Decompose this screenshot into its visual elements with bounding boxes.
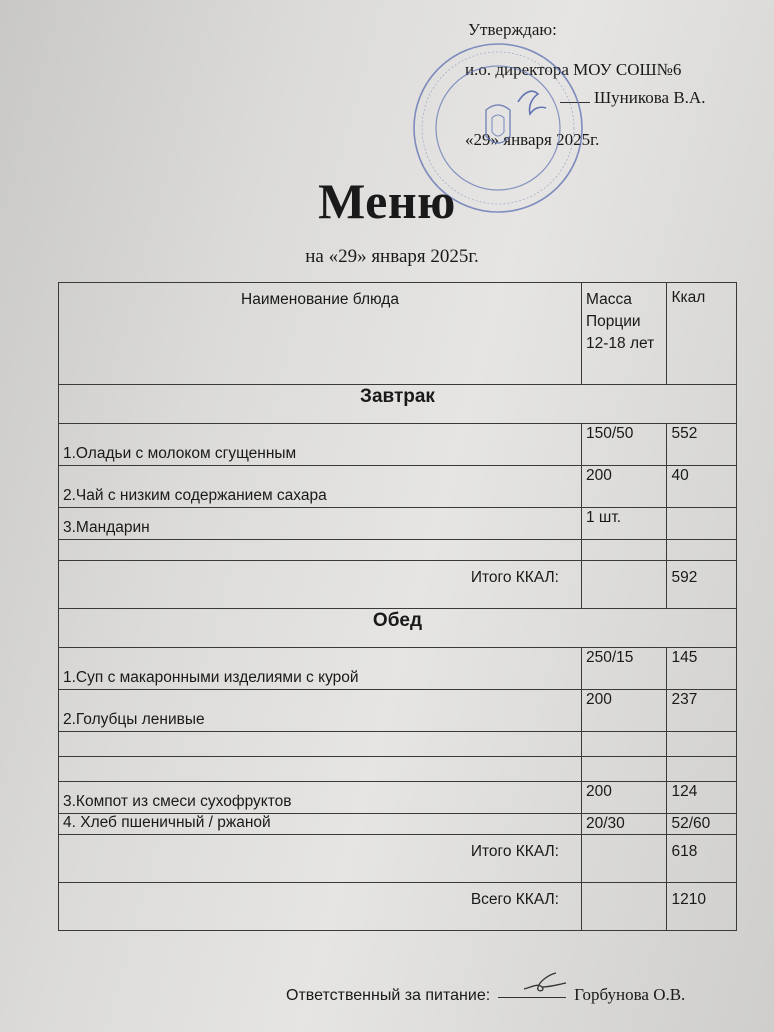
- dish-mass: 1 шт.: [582, 508, 667, 540]
- grand-total-row: [59, 883, 737, 931]
- dish-name: 3.Мандарин: [59, 508, 582, 540]
- table-header-row: [59, 283, 737, 385]
- dish-mass: 150/50: [582, 424, 667, 466]
- section-breakfast: [59, 385, 737, 424]
- approval-date: «29» января 2025г.: [465, 130, 600, 149]
- total-label: Итого ККАЛ:: [59, 561, 582, 609]
- dish-kcal: 124: [667, 782, 737, 814]
- approval-name: Шуникова В.А.: [594, 88, 706, 107]
- total-value: 592: [667, 561, 737, 609]
- dish-kcal: 52/60: [667, 814, 737, 835]
- approval-title: Утверждаю:: [468, 20, 557, 39]
- dish-mass: 200: [582, 782, 667, 814]
- approval-block: [0, 0, 774, 200]
- table-row: [59, 648, 737, 690]
- dish-kcal: 40: [667, 466, 737, 508]
- header-mass: Масса Порции 12-18 лет: [582, 283, 667, 385]
- dish-kcal: 237: [667, 690, 737, 732]
- grand-total-label: Всего ККАЛ:: [59, 883, 582, 931]
- table-row: [59, 508, 737, 540]
- dish-name: 2.Голубцы ленивые: [59, 690, 582, 732]
- dish-mass: 200: [582, 466, 667, 508]
- grand-total-value: 1210: [667, 883, 737, 931]
- dish-name: 3.Компот из смеси сухофруктов: [59, 782, 582, 814]
- signature-line: [498, 997, 566, 998]
- table-row: [59, 466, 737, 508]
- table-row: [59, 814, 737, 835]
- footer-label: Ответственный за питание:: [286, 987, 491, 1004]
- dish-mass: 20/30: [582, 814, 667, 835]
- section-breakfast-label: Завтрак: [59, 385, 737, 424]
- handwritten-signature: [520, 971, 570, 995]
- empty-row: [59, 757, 737, 782]
- table-row: [59, 690, 737, 732]
- table-row: [59, 424, 737, 466]
- dish-mass: 200: [582, 690, 667, 732]
- dish-name: 4. Хлеб пшеничный / ржаной: [59, 814, 582, 835]
- table-row: [59, 782, 737, 814]
- empty-row: [59, 732, 737, 757]
- section-lunch-label: Обед: [59, 609, 737, 648]
- total-value: 618: [667, 835, 737, 883]
- page-title: Меню: [318, 173, 456, 229]
- dish-kcal: 145: [667, 648, 737, 690]
- lunch-total-row: [59, 835, 737, 883]
- menu-table: [58, 282, 737, 931]
- dish-kcal: [667, 508, 737, 540]
- dish-name: 1.Оладьи с молоком сгущенным: [59, 424, 582, 466]
- empty-row: [59, 540, 737, 561]
- dish-name: 1.Суп с макаронными изделиями с курой: [59, 648, 582, 690]
- footer-responsible: [286, 985, 685, 1005]
- dish-kcal: 552: [667, 424, 737, 466]
- section-lunch: [59, 609, 737, 648]
- breakfast-total-row: [59, 561, 737, 609]
- footer-name: Горбунова О.В.: [574, 985, 686, 1004]
- dish-name: 2.Чай с низким содержанием сахара: [59, 466, 582, 508]
- approval-role: и.о. директора МОУ СОШ№6: [465, 60, 682, 79]
- total-label: Итого ККАЛ:: [59, 835, 582, 883]
- header-kcal: Ккал: [667, 283, 737, 385]
- dish-mass: 250/15: [582, 648, 667, 690]
- header-dish: Наименование блюда: [59, 283, 582, 385]
- page-subtitle: на «29» января 2025г.: [305, 246, 479, 267]
